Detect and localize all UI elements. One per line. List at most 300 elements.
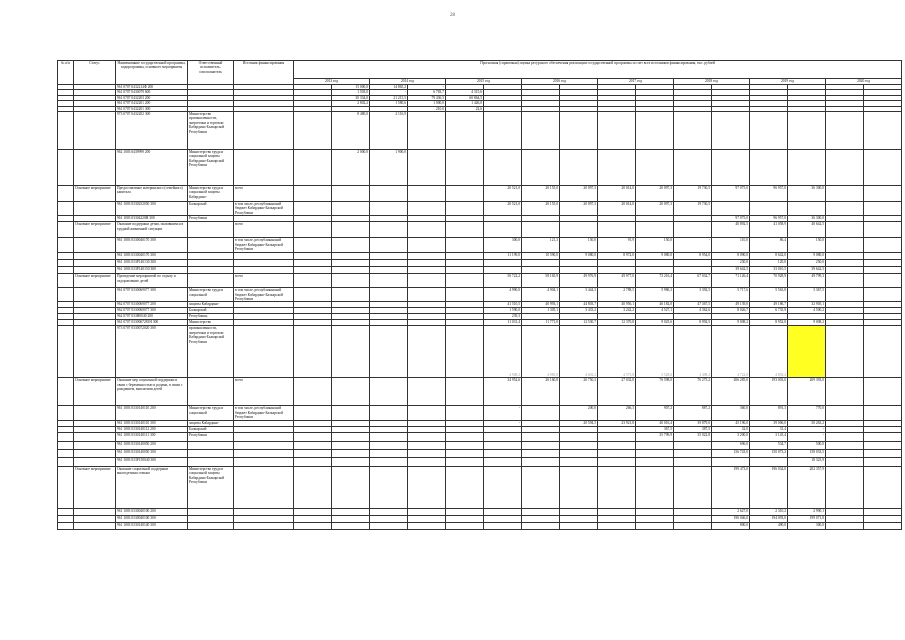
value-cell (636, 466, 674, 508)
value-cell (332, 522, 370, 529)
value-cell (826, 186, 864, 202)
value-cell: 11 771,0 (522, 320, 560, 326)
executor-cell (188, 515, 234, 522)
value-cell (522, 515, 560, 522)
value-cell (332, 186, 370, 202)
value-cell (522, 222, 560, 238)
code-cell: 961 1003 0330140112 200 (116, 426, 188, 432)
value-cell (370, 222, 408, 238)
value-cell (864, 267, 902, 274)
value-cell: 10 590,0 (522, 253, 560, 260)
value-cell: 50 263,2 (788, 420, 826, 426)
value-cell: 9 080,0 (560, 253, 598, 260)
value-cell (446, 112, 484, 150)
executor-cell (188, 522, 234, 529)
value-cell (522, 441, 560, 449)
header-assessment: Прогнозная (справочная) оценка ресурсного обеспечения реализации государственной программы за счет всех источников финансирования, тыс. рублей (294, 61, 902, 79)
value-cell (408, 260, 446, 267)
value-cell: 44 803,7 (560, 302, 598, 308)
value-cell: 5 986,3 (636, 288, 674, 302)
code-cell: 961 1003 033P140150 300 (116, 267, 188, 274)
value-cell (598, 432, 636, 441)
value-cell (674, 112, 712, 150)
value-cell (750, 112, 788, 150)
value-cell: 20 155,0 (522, 186, 560, 202)
value-cell: 110,0 (712, 238, 750, 253)
source-cell (234, 515, 294, 522)
status-cell (74, 508, 116, 515)
code-cell: 961 1003 0330040100 300 (116, 515, 188, 522)
value-cell (826, 288, 864, 302)
value-cell (294, 253, 332, 260)
value-cell: 8 952,0 (750, 320, 788, 326)
value-cell (864, 515, 902, 522)
status-cell: Основное мероприятие (74, 186, 116, 202)
table-row (58, 466, 902, 508)
value-cell (332, 515, 370, 522)
executor-cell (188, 260, 234, 267)
value-cell: 4 985,0 (522, 326, 560, 378)
value-cell (370, 202, 408, 216)
table-row (58, 432, 902, 441)
executor-cell: Министерство промышленности, энергетики и торговли Кабардино-Балкарской Республики (188, 112, 234, 150)
value-cell: 46 182,0 (636, 302, 674, 308)
value-cell (598, 457, 636, 466)
value-cell: 8 992,5 (674, 320, 712, 326)
value-cell: 2 990,1 (788, 508, 826, 515)
value-cell: 31,4 (750, 426, 788, 432)
executor-cell (188, 222, 234, 238)
executor-cell (188, 238, 234, 253)
value-cell: - (484, 406, 522, 420)
value-cell (522, 150, 560, 186)
row-number-cell (58, 112, 74, 150)
row-number-cell (58, 432, 74, 441)
value-cell (826, 508, 864, 515)
executor-cell: промышленности, энергетики и торговли Кабардино-Балкарской Республики (188, 326, 234, 378)
value-cell (598, 267, 636, 274)
source-cell: в том числе, республиканский бюджет Кабардино-Балкарской Республики (234, 406, 294, 420)
value-cell: 39 642,5 (788, 267, 826, 274)
value-cell (446, 186, 484, 202)
value-cell (674, 466, 712, 508)
table-row (58, 406, 902, 420)
value-cell: 156 743,0 (712, 449, 750, 457)
value-cell: 150,0 (788, 238, 826, 253)
value-cell (294, 186, 332, 202)
value-cell (370, 326, 408, 378)
value-cell (332, 508, 370, 515)
source-cell (234, 508, 294, 515)
value-cell (332, 267, 370, 274)
code-cell: Предоставление материнского (семейного) капитала (116, 186, 188, 202)
value-cell: 387,5 (674, 426, 712, 432)
source-cell (234, 432, 294, 441)
value-cell (826, 253, 864, 260)
executor-cell (188, 457, 234, 466)
row-number-cell (58, 457, 74, 466)
value-cell (332, 253, 370, 260)
value-cell (636, 508, 674, 515)
table-row (58, 274, 902, 288)
value-cell: - (370, 90, 408, 95)
value-cell: 202 357,9 (788, 466, 826, 508)
value-cell (560, 432, 598, 441)
value-cell: 250,0 (788, 260, 826, 267)
value-cell (370, 267, 408, 274)
value-cell: - (484, 420, 522, 426)
value-cell (598, 515, 636, 522)
value-cell (826, 406, 864, 420)
source-cell: всего (234, 378, 294, 406)
value-cell (522, 406, 560, 420)
value-cell: 4 904,1 (522, 288, 560, 302)
value-cell: 9 008,2 (712, 320, 750, 326)
value-cell (712, 457, 750, 466)
executor-cell: Министерство труда и социальной (188, 406, 234, 420)
table-row (58, 112, 902, 150)
value-cell: 76 598,0 (636, 378, 674, 406)
source-cell (234, 441, 294, 449)
value-cell (864, 457, 902, 466)
value-cell (370, 378, 408, 406)
value-cell (750, 202, 788, 216)
value-cell: 199 473,0 (712, 466, 750, 508)
value-cell (522, 112, 560, 150)
value-cell (370, 274, 408, 288)
value-cell: 534,7 (750, 441, 788, 449)
status-cell (74, 288, 116, 302)
executor-cell: Балкарской (188, 308, 234, 314)
value-cell: 770,0 (788, 406, 826, 420)
value-cell (294, 457, 332, 466)
value-cell (560, 515, 598, 522)
value-cell (598, 150, 636, 186)
value-cell: 9 025,6 (636, 320, 674, 326)
value-cell (408, 406, 446, 420)
value-cell (294, 378, 332, 406)
value-cell (332, 274, 370, 288)
value-cell (446, 260, 484, 267)
value-cell: 4 573,8 (598, 326, 636, 378)
value-cell: 49 186,7 (750, 302, 788, 308)
value-cell (446, 449, 484, 457)
row-number-cell (58, 466, 74, 508)
value-cell (826, 449, 864, 457)
value-cell (598, 260, 636, 267)
value-cell: 97 075,0 (712, 186, 750, 202)
value-cell: 20 014,0 (598, 202, 636, 216)
value-cell (332, 406, 370, 420)
value-cell (826, 457, 864, 466)
value-cell (560, 267, 598, 274)
code-cell: 961 1003 03304220Н 300 (116, 216, 188, 222)
value-cell: 2 310,2 (750, 508, 788, 515)
value-cell (408, 202, 446, 216)
value-cell: 696,0 (712, 441, 750, 449)
value-cell: 3 392,5 (674, 288, 712, 302)
value-cell (826, 515, 864, 522)
status-cell (74, 457, 116, 466)
row-number-cell (58, 253, 74, 260)
value-cell: 39 006,0 (750, 420, 788, 426)
value-cell (332, 202, 370, 216)
value-cell (446, 457, 484, 466)
value-cell: 40 956,1 (598, 302, 636, 308)
value-cell: 4 908,2 (484, 326, 522, 378)
value-cell (370, 260, 408, 267)
table-row (58, 202, 902, 216)
value-cell: 19 730,5 (674, 202, 712, 216)
value-cell: 2 627,0 (712, 508, 750, 515)
header-year: 2018 год (674, 79, 750, 85)
value-cell (294, 326, 332, 378)
header-executor: Ответственный исполнитель, соисполнитель (188, 61, 234, 85)
value-cell (636, 441, 674, 449)
value-cell (408, 186, 446, 202)
value-cell: 1 590,0 (484, 308, 522, 314)
value-cell: 8 954,0 (674, 253, 712, 260)
value-cell (408, 432, 446, 441)
row-number-cell (58, 202, 74, 216)
value-cell: 230,0 (712, 260, 750, 267)
value-cell (598, 522, 636, 529)
value-cell (864, 260, 902, 267)
value-cell (446, 253, 484, 260)
value-cell: 20 750,3 (560, 378, 598, 406)
value-cell: 4 362,6 (674, 308, 712, 314)
value-cell (446, 522, 484, 529)
value-cell (864, 238, 902, 253)
table-row (58, 222, 902, 238)
executor-cell (188, 253, 234, 260)
header-year: 2017 год (598, 79, 674, 85)
source-cell: в том числе, республиканский бюджет Кабардино-Балкарской Республики (234, 288, 294, 302)
value-cell: 2 788,5 (598, 288, 636, 302)
value-cell: 20 097,3 (636, 186, 674, 202)
value-cell (864, 449, 902, 457)
executor-cell: Балкарской (188, 202, 234, 216)
value-cell (408, 238, 446, 253)
table-row (58, 150, 902, 186)
executor-cell: защиты Кабардино- (188, 302, 234, 308)
value-cell (522, 508, 560, 515)
value-cell: 4 803,2 (750, 326, 788, 378)
status-cell (74, 326, 116, 378)
code-cell: Оказание мер социальной поддержки в связи с беременностью и родами, в связи с рождением, выплатами детей (116, 378, 188, 406)
value-cell: 300,0 (788, 522, 826, 529)
value-cell: 367,5 (636, 426, 674, 432)
value-cell: 22,6 (446, 106, 484, 111)
value-cell: 20 594,5 (560, 420, 598, 426)
value-cell (826, 466, 864, 508)
value-cell (598, 508, 636, 515)
value-cell (446, 515, 484, 522)
value-cell: 4 990,0 (484, 288, 522, 302)
value-cell (446, 441, 484, 449)
value-cell (826, 112, 864, 150)
executor-cell (188, 449, 234, 457)
value-cell: 2 116,9 (370, 112, 408, 150)
value-cell: 35 799,9 (636, 432, 674, 441)
executor-cell: Министерство труда и социальной защиты Кабардино-Балкарской Республики (188, 466, 234, 508)
code-cell: 961 1003 0330140050 300 (116, 449, 188, 457)
value-cell (598, 112, 636, 150)
value-cell (294, 288, 332, 302)
value-cell: 500,0 (788, 441, 826, 449)
row-number-cell (58, 508, 74, 515)
value-cell: 800,0 (712, 522, 750, 529)
code-cell: 961 1003 033P140130 300 (116, 260, 188, 267)
value-cell: 20 521,0 (484, 186, 522, 202)
value-cell (446, 378, 484, 406)
value-cell (674, 260, 712, 267)
value-cell: 96 957,0 (750, 186, 788, 202)
value-cell (294, 515, 332, 522)
value-cell (332, 260, 370, 267)
row-number-cell (58, 274, 74, 288)
value-cell: 120,0 (750, 260, 788, 267)
header-year: 2019 год (750, 79, 826, 85)
value-cell: 11 031,4 (484, 320, 522, 326)
table-row (58, 186, 902, 202)
value-cell (332, 441, 370, 449)
value-cell (484, 522, 522, 529)
value-cell (332, 449, 370, 457)
value-cell: 5 563,8 (750, 288, 788, 302)
value-cell (446, 150, 484, 186)
value-cell (370, 441, 408, 449)
value-cell: 3 200,0 (712, 432, 750, 441)
value-cell (294, 466, 332, 508)
value-cell (674, 449, 712, 457)
value-cell (370, 515, 408, 522)
value-cell (408, 466, 446, 508)
value-cell (636, 260, 674, 267)
executor-cell: Республики (188, 216, 234, 222)
value-cell: 206 285,0 (712, 378, 750, 406)
value-cell: 210,0 (408, 106, 446, 111)
table-row (58, 457, 902, 466)
value-cell (332, 378, 370, 406)
executor-cell: Министерство труда и социальной (188, 288, 234, 302)
value-cell (522, 260, 560, 267)
value-cell: 907,2 (636, 406, 674, 420)
code-cell: 961 1003 0330140110 300 (116, 420, 188, 426)
value-cell (826, 222, 864, 238)
value-cell (484, 260, 522, 267)
value-cell: 193 003,0 (750, 378, 788, 406)
value-cell: 490,0 (750, 522, 788, 529)
value-cell (674, 522, 712, 529)
code-cell: Оказание социальной поддержки многодетным семьям (116, 466, 188, 508)
value-cell (294, 441, 332, 449)
status-cell (74, 441, 116, 449)
value-cell (484, 441, 522, 449)
source-cell (234, 466, 294, 508)
row-number-cell (58, 515, 74, 522)
value-cell (408, 449, 446, 457)
value-cell (484, 432, 522, 441)
value-cell: 41 058,9 (750, 222, 788, 238)
resource-table-wrapper (57, 60, 871, 530)
executor-cell: Республики, (188, 314, 234, 320)
value-cell (522, 457, 560, 466)
value-cell: 2 000,0 (332, 150, 370, 186)
value-cell (294, 267, 332, 274)
value-cell (636, 515, 674, 522)
value-cell (294, 150, 332, 186)
value-cell: 239,3 (484, 314, 522, 320)
value-cell: 40 016,4 (636, 420, 674, 426)
value-cell: 71 126,4 (712, 274, 750, 288)
code-cell: Проведение мероприятий по отдыху и оздоровлению детей (116, 274, 188, 288)
value-cell: 150,0 (560, 238, 598, 253)
value-cell (332, 432, 370, 441)
value-cell (522, 432, 560, 441)
code-cell: 973 0707 0330072020 300 (116, 326, 188, 378)
value-cell: 45 196,0 (712, 420, 750, 426)
code-cell: 961 0707 0432203 200 (116, 95, 188, 100)
value-cell (446, 288, 484, 302)
value-cell (560, 508, 598, 515)
row-number-cell (58, 260, 74, 267)
value-cell: 20 155,0 (522, 202, 560, 216)
value-cell: 91,9 (598, 238, 636, 253)
value-cell (408, 508, 446, 515)
value-cell: 1 305,1 (522, 308, 560, 314)
value-cell: 1 426,0 (446, 101, 484, 106)
status-cell (74, 260, 116, 267)
value-cell (446, 202, 484, 216)
value-cell (294, 112, 332, 150)
value-cell: 36 300,0 (788, 186, 826, 202)
value-cell: 39 642,5 (712, 267, 750, 274)
source-cell (234, 449, 294, 457)
status-cell (74, 150, 116, 186)
value-cell: 79 436,5 (408, 95, 446, 100)
source-cell (234, 253, 294, 260)
value-cell (294, 274, 332, 288)
value-cell (484, 457, 522, 466)
value-cell (864, 466, 902, 508)
value-cell (826, 432, 864, 441)
value-cell (522, 466, 560, 508)
table-row (58, 326, 902, 378)
code-cell: 961 0707 0330067281Н 300 (116, 320, 188, 326)
value-cell (712, 202, 750, 216)
value-cell (332, 288, 370, 302)
value-cell: 70 928,9 (750, 274, 788, 288)
value-cell: 8 642,0 (750, 253, 788, 260)
code-cell: 961 0707 0330069077 300 (116, 288, 188, 302)
value-cell: 4 500,2 (788, 308, 826, 314)
value-cell (826, 522, 864, 529)
value-cell (332, 238, 370, 253)
value-cell: 4 722,8 (712, 326, 750, 378)
code-cell: Оказание поддержки детям, оказавшимся в трудной жизненной ситуации (116, 222, 188, 238)
source-cell (234, 260, 294, 267)
value-cell: 40 993,1 (522, 302, 560, 308)
row-number-cell (58, 406, 74, 420)
table-row (58, 449, 902, 457)
code-cell: 961 1003 0330252050 300 (116, 202, 188, 216)
executor-cell (188, 508, 234, 515)
header-year: 2013 год (294, 79, 370, 85)
table-row (58, 508, 902, 515)
value-cell (408, 274, 446, 288)
source-cell (234, 457, 294, 466)
